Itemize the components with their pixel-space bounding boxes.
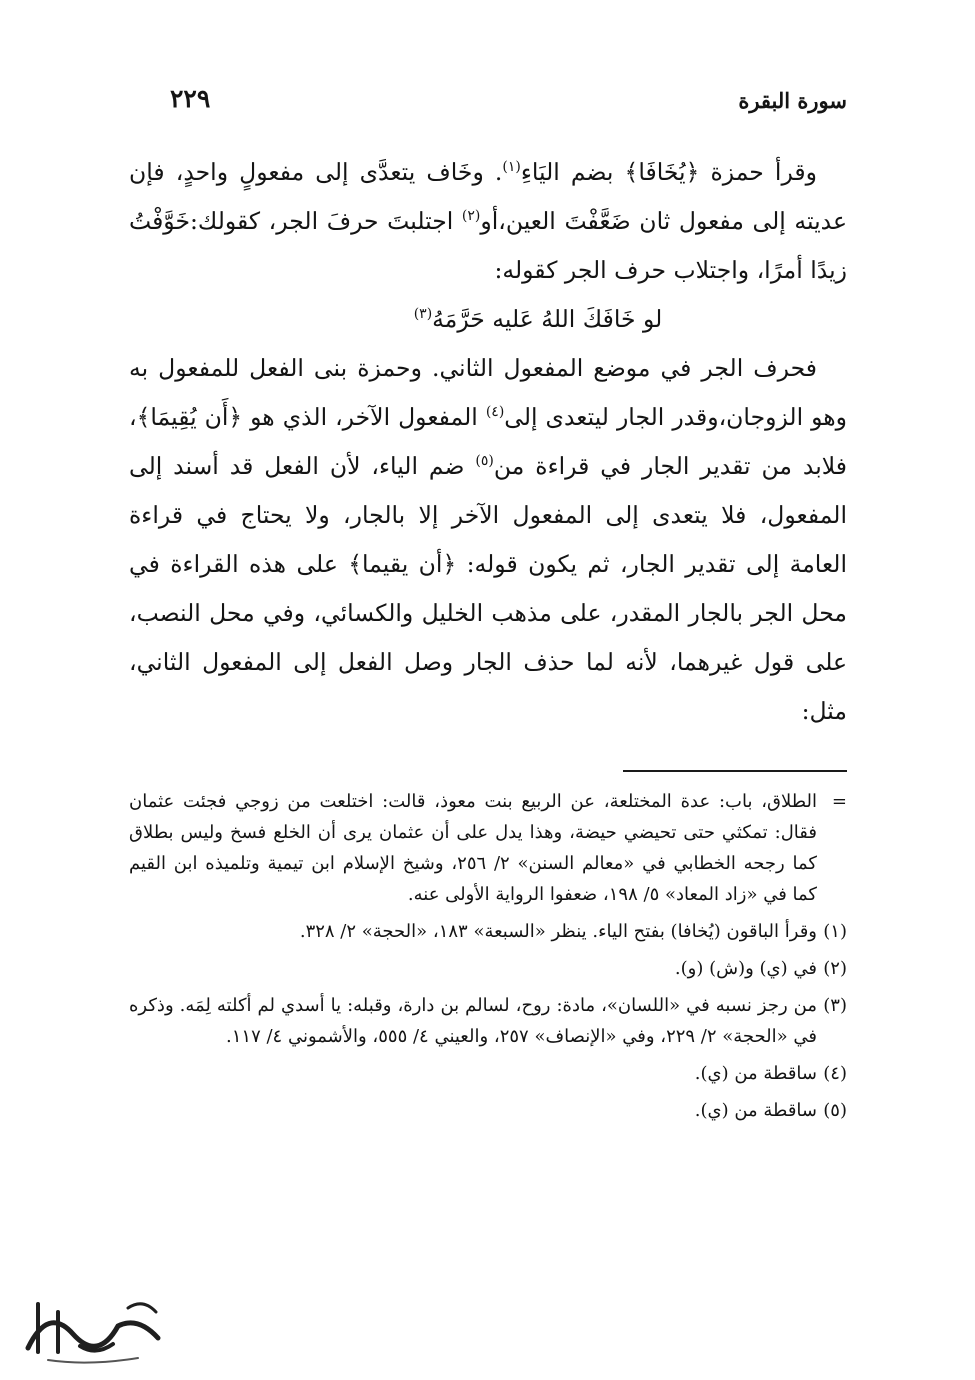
p2-part-a: فحرف الجر في موضع المفعول الثاني. وحمزة بنى الفعل للمفعول به وهو الزوجان،وقدر الجار ليتعدى إلى	[129, 354, 847, 431]
calligraphy-logo-icon	[18, 1286, 168, 1366]
surah-title: سورة البقرة	[738, 88, 847, 113]
footnote-ref-1[interactable]: (١)	[502, 159, 521, 176]
main-text	[129, 148, 847, 736]
paragraph-1	[129, 148, 847, 295]
footnote-text: في (ي) و(ش) (و).	[674, 958, 817, 979]
p2-part-b: المفعول الآخر، الذي هو ﴿أَن يُقِيمَا﴾، فلابد من تقدير الجار في قراءة من	[129, 403, 847, 480]
footnote-text: ساقطة من (ي).	[694, 1063, 817, 1084]
footnote-text: من رجز نسبه في «اللسان»، مادة: روح، لسالم بن دارة، وقبله: يا أسدي لم أكلته لِمَه. وذكره في «الحجة» ٢/ ٢٢٩، وفي «الإنصاف» ٢٥٧، والعيني ٤/ ٥٥٥، والأشموني ٤/ ١١٧.	[129, 995, 817, 1047]
footnote-2	[129, 953, 847, 984]
footnote-text: وقرأ الباقون (يُخافا) بفتح الياء. ينظر «السبعة» ١٨٣، «الحجة» ٢/ ٣٢٨.	[299, 921, 817, 942]
footnote-ref-5[interactable]: (٥)	[475, 453, 494, 470]
footnote-mark: (٤)	[823, 1063, 847, 1084]
footnote-divider	[623, 770, 847, 772]
footnote-mark: =	[831, 791, 847, 812]
footnote-text: الطلاق، باب: عدة المختلعة، عن الربيع بنت معوذ، قالت: اختلعت من زوجي فجئت عثمان فقال: تمكثي حتى تحيضي حيضة، وهذا يدل على أن عثمان يرى أن الخلع فسخ وليس بطلاق كما رجحه الخطابي في «معالم السنن» ٢/ ٢٥٦، وشيخ الإسلام ابن تيمية وتلميذه ابن القيم كما في «زاد المعاد» ٥/ ١٩٨، ضعفوا الرواية الأولى عنه.	[129, 791, 817, 905]
footnote-1	[129, 916, 847, 947]
page-header	[170, 82, 847, 118]
footnote-ref-2[interactable]: (٢)	[461, 208, 481, 225]
footnotes-section	[129, 786, 847, 1132]
footnote-text: ساقطة من (ي).	[694, 1100, 817, 1121]
page-number: ٢٢٩	[170, 84, 211, 113]
footnote-5	[129, 1095, 847, 1126]
p1-line-1: وقرأ حمزة ﴿يُخَافَا﴾ بضم اليَاءِ	[520, 158, 817, 186]
footnote-mark: (١)	[823, 921, 847, 942]
footnote-ref-3[interactable]: (٣)	[413, 306, 433, 323]
verse-line	[129, 295, 847, 344]
p1-line-3: اجتلبتَ حرفَ الجر، كقولك:خَوَّفْتُ زيدًا أمرًا، واجتلاب حرف الجر كقوله:	[129, 207, 847, 284]
footnote-mark: (٢)	[823, 958, 847, 979]
footnote-continuation	[129, 786, 847, 910]
footnote-4	[129, 1058, 847, 1089]
p1-line-2: . وخَاف يتعدَّى إلى مفعولٍ واحدٍ، فإن عديته إلى مفعول ثان ضَعَّفْتَ العين،أو	[129, 158, 847, 235]
footnote-3	[129, 990, 847, 1052]
verse-text: لو خَافَكَ اللهُ عَليه حَرَّمَهُ	[432, 305, 663, 333]
watermark-logo	[18, 1286, 168, 1366]
footnote-ref-4[interactable]: (٤)	[485, 404, 505, 421]
footnote-mark: (٥)	[823, 1100, 847, 1121]
footnote-mark: (٣)	[823, 995, 847, 1016]
paragraph-2	[129, 344, 847, 736]
p2-part-c: ضم الياء، لأن الفعل قد أسند إلى المفعول، فلا يتعدى إلى المفعول الآخر إلا بالجار، ولا يحتاج في قراءة العامة إلى تقدير الجار، ثم يكون قوله: ﴿أن يقيما﴾ على هذه القراءة في محل الجر بالجار المقدر، على مذهب الخليل والكسائي، وفي محل النصب، على قول غيرهما، لأنه لما حذف الجار وصل الفعل إلى المفعول الثاني، مثل:	[129, 452, 847, 725]
